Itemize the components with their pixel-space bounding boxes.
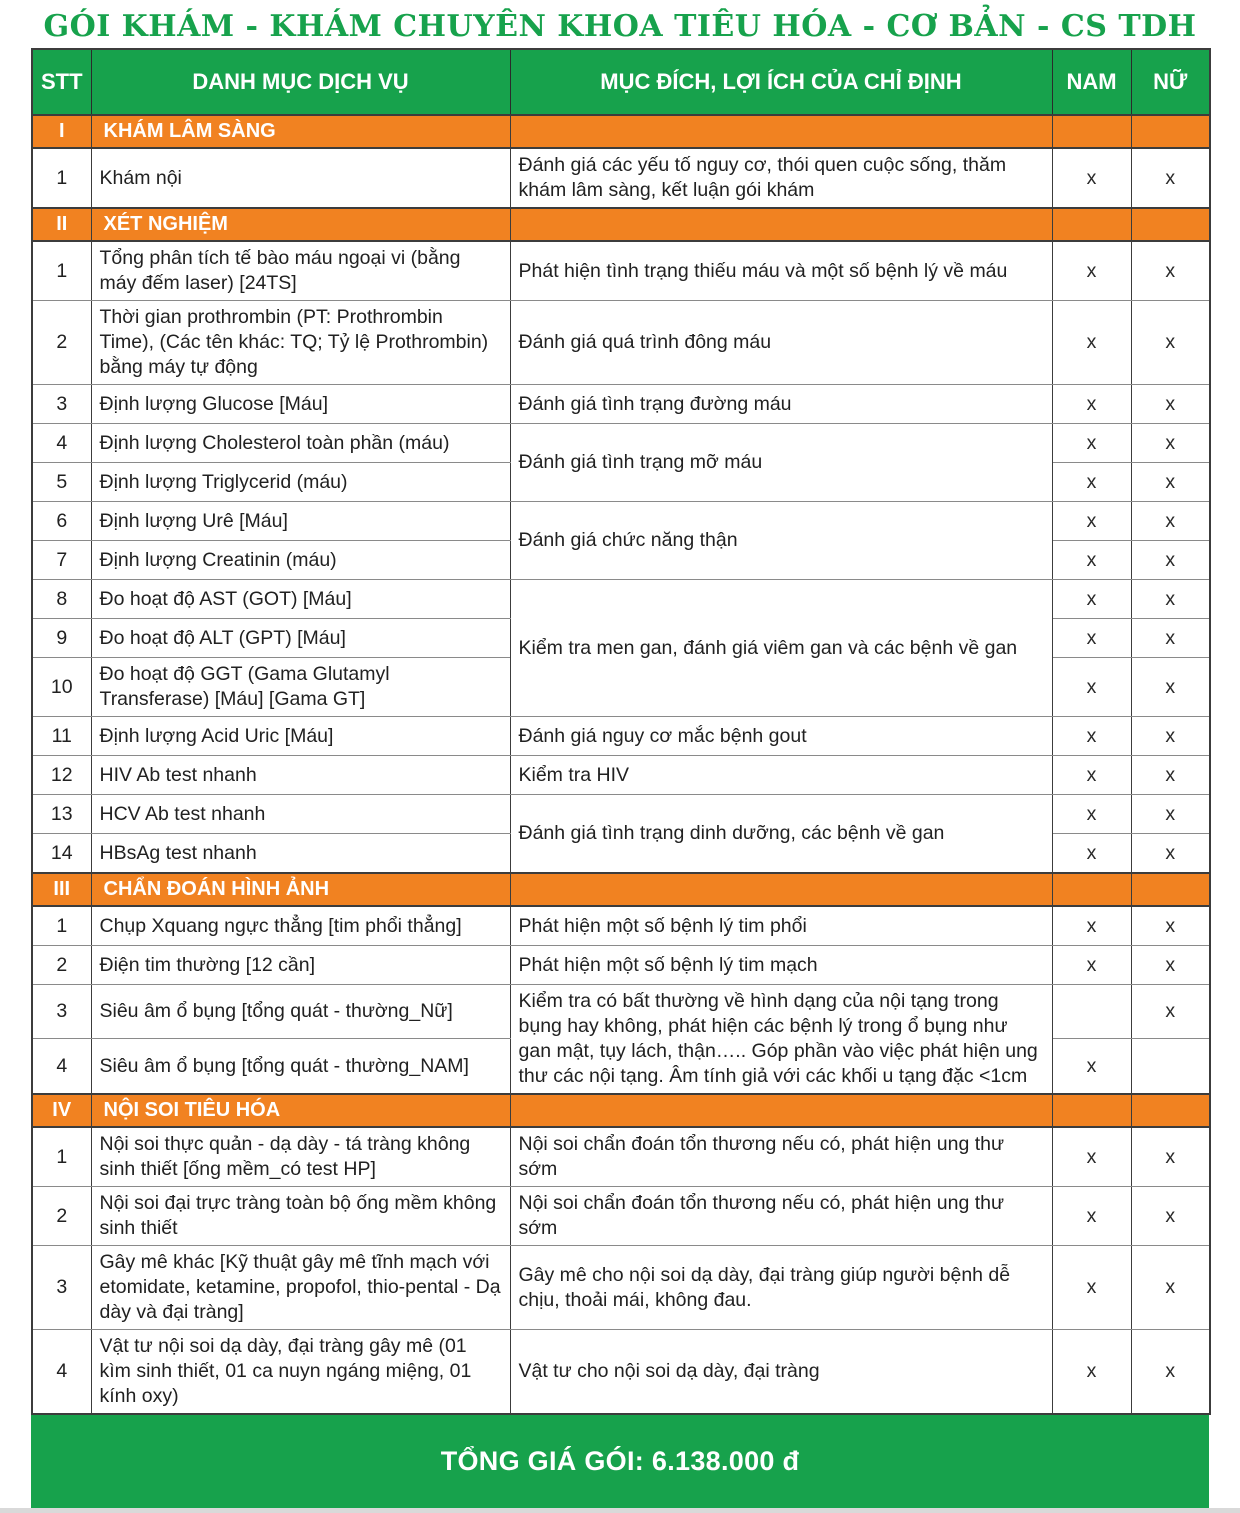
male-mark-cell: x	[1052, 241, 1131, 301]
female-mark-cell: x	[1131, 906, 1210, 946]
female-mark-cell: x	[1131, 795, 1210, 834]
section-numeral: III	[32, 873, 91, 906]
service-cell: Siêu âm ổ bụng [tổng quát - thường_Nữ]	[91, 985, 510, 1039]
service-cell: Định lượng Acid Uric [Máu]	[91, 717, 510, 756]
stt-cell: 4	[32, 1039, 91, 1094]
package-table	[31, 48, 1211, 1415]
service-cell: Định lượng Cholesterol toàn phần (máu)	[91, 424, 510, 463]
service-cell: HIV Ab test nhanh	[91, 756, 510, 795]
section-row	[32, 873, 1210, 906]
table-row	[32, 1330, 1210, 1415]
service-cell: HCV Ab test nhanh	[91, 795, 510, 834]
section-row	[32, 1094, 1210, 1127]
service-cell: Chụp Xquang ngực thẳng [tim phổi thẳng]	[91, 906, 510, 946]
service-cell: HBsAg test nhanh	[91, 834, 510, 874]
male-mark-cell: x	[1052, 301, 1131, 385]
female-mark-cell: x	[1131, 834, 1210, 874]
male-mark-cell: x	[1052, 756, 1131, 795]
service-cell: Siêu âm ổ bụng [tổng quát - thường_NAM]	[91, 1039, 510, 1094]
male-mark-cell: x	[1052, 1187, 1131, 1246]
section-numeral: II	[32, 208, 91, 241]
female-mark-cell: x	[1131, 1187, 1210, 1246]
table-row	[32, 946, 1210, 985]
male-mark-cell: x	[1052, 1039, 1131, 1094]
table-row	[32, 906, 1210, 946]
male-mark-cell: x	[1052, 1330, 1131, 1415]
purpose-cell: Vật tư cho nội soi dạ dày, đại tràng	[510, 1330, 1052, 1415]
male-mark-cell: x	[1052, 385, 1131, 424]
purpose-cell: Kiểm tra men gan, đánh giá viêm gan và các bệnh về gan	[510, 580, 1052, 717]
purpose-cell: Đánh giá chức năng thận	[510, 502, 1052, 580]
stt-cell: 2	[32, 301, 91, 385]
section-purpose-spacer	[510, 115, 1052, 148]
purpose-cell: Đánh giá nguy cơ mắc bệnh gout	[510, 717, 1052, 756]
female-mark-cell	[1131, 1039, 1210, 1094]
purpose-cell: Phát hiện một số bệnh lý tim phổi	[510, 906, 1052, 946]
section-female-spacer	[1131, 1094, 1210, 1127]
purpose-cell: Đánh giá tình trạng dinh dưỡng, các bệnh về gan	[510, 795, 1052, 874]
male-mark-cell: x	[1052, 424, 1131, 463]
section-purpose-spacer	[510, 1094, 1052, 1127]
stt-cell: 6	[32, 502, 91, 541]
table-row	[32, 985, 1210, 1039]
purpose-cell: Đánh giá tình trạng mỡ máu	[510, 424, 1052, 502]
section-name: CHẨN ĐOÁN HÌNH ẢNH	[91, 873, 510, 906]
male-mark-cell	[1052, 985, 1131, 1039]
header-nam: NAM	[1052, 49, 1131, 115]
section-name: XÉT NGHIỆM	[91, 208, 510, 241]
female-mark-cell: x	[1131, 502, 1210, 541]
stt-cell: 1	[32, 1127, 91, 1187]
service-cell: Thời gian prothrombin (PT: Prothrombin Time), (Các tên khác: TQ; Tỷ lệ Prothrombin) bằng máy tự động	[91, 301, 510, 385]
female-mark-cell: x	[1131, 1330, 1210, 1415]
stt-cell: 1	[32, 148, 91, 208]
stt-cell: 5	[32, 463, 91, 502]
purpose-cell: Kiểm tra HIV	[510, 756, 1052, 795]
table-row	[32, 580, 1210, 619]
page-bottom-strip	[0, 1508, 1240, 1513]
package-table-body	[32, 115, 1210, 1414]
table-header-row	[32, 49, 1210, 115]
table-row	[32, 301, 1210, 385]
section-male-spacer	[1052, 208, 1131, 241]
female-mark-cell: x	[1131, 658, 1210, 717]
female-mark-cell: x	[1131, 463, 1210, 502]
male-mark-cell: x	[1052, 658, 1131, 717]
service-cell: Đo hoạt độ ALT (GPT) [Máu]	[91, 619, 510, 658]
section-row	[32, 115, 1210, 148]
male-mark-cell: x	[1052, 463, 1131, 502]
male-mark-cell: x	[1052, 541, 1131, 580]
section-male-spacer	[1052, 873, 1131, 906]
stt-cell: 3	[32, 385, 91, 424]
stt-cell: 4	[32, 424, 91, 463]
section-female-spacer	[1131, 208, 1210, 241]
male-mark-cell: x	[1052, 795, 1131, 834]
header-stt: STT	[32, 49, 91, 115]
purpose-cell: Nội soi chẩn đoán tổn thương nếu có, phát hiện ung thư sớm	[510, 1187, 1052, 1246]
section-male-spacer	[1052, 115, 1131, 148]
service-cell: Định lượng Creatinin (máu)	[91, 541, 510, 580]
purpose-cell: Kiểm tra có bất thường về hình dạng của nội tạng trong bụng hay không, phát hiện các bệnh lý trong ổ bụng như gan mật, tụy lách, thận….. Góp phần vào việc phát hiện ung thư các nội tạng. Âm tính giả với các khối u tạng đặc <1cm	[510, 985, 1052, 1095]
male-mark-cell: x	[1052, 1127, 1131, 1187]
female-mark-cell: x	[1131, 541, 1210, 580]
stt-cell: 14	[32, 834, 91, 874]
section-name: KHÁM LÂM SÀNG	[91, 115, 510, 148]
service-cell: Nội soi đại trực tràng toàn bộ ống mềm không sinh thiết	[91, 1187, 510, 1246]
male-mark-cell: x	[1052, 1246, 1131, 1330]
table-row	[32, 1127, 1210, 1187]
section-purpose-spacer	[510, 208, 1052, 241]
table-row	[32, 1246, 1210, 1330]
purpose-cell: Đánh giá các yếu tố nguy cơ, thói quen cuộc sống, thăm khám lâm sàng, kết luận gói khám	[510, 148, 1052, 208]
male-mark-cell: x	[1052, 717, 1131, 756]
total-footer	[31, 1415, 1209, 1508]
male-mark-cell: x	[1052, 580, 1131, 619]
female-mark-cell: x	[1131, 619, 1210, 658]
stt-cell: 1	[32, 241, 91, 301]
female-mark-cell: x	[1131, 301, 1210, 385]
table-row	[32, 424, 1210, 463]
female-mark-cell: x	[1131, 385, 1210, 424]
male-mark-cell: x	[1052, 619, 1131, 658]
table-row	[32, 241, 1210, 301]
female-mark-cell: x	[1131, 756, 1210, 795]
page-title: GÓI KHÁM - KHÁM CHUYÊN KHOA TIÊU HÓA - CƠ BẢN - CS TDH	[43, 9, 1197, 44]
male-mark-cell: x	[1052, 148, 1131, 208]
stt-cell: 9	[32, 619, 91, 658]
stt-cell: 2	[32, 1187, 91, 1246]
header-service: DANH MỤC DỊCH VỤ	[91, 49, 510, 115]
service-cell: Định lượng Triglycerid (máu)	[91, 463, 510, 502]
stt-cell: 1	[32, 906, 91, 946]
female-mark-cell: x	[1131, 1127, 1210, 1187]
total-label: TỔNG GIÁ GÓI: 6.138.000 đ	[440, 1446, 800, 1476]
male-mark-cell: x	[1052, 946, 1131, 985]
section-female-spacer	[1131, 873, 1210, 906]
purpose-cell: Phát hiện tình trạng thiếu máu và một số bệnh lý về máu	[510, 241, 1052, 301]
female-mark-cell: x	[1131, 717, 1210, 756]
stt-cell: 4	[32, 1330, 91, 1415]
purpose-cell: Phát hiện một số bệnh lý tim mạch	[510, 946, 1052, 985]
service-cell: Điện tim thường [12 cần]	[91, 946, 510, 985]
purpose-cell: Đánh giá quá trình đông máu	[510, 301, 1052, 385]
section-female-spacer	[1131, 115, 1210, 148]
female-mark-cell: x	[1131, 1246, 1210, 1330]
service-cell: Đo hoạt độ GGT (Gama Glutamyl Transferase) [Máu] [Gama GT]	[91, 658, 510, 717]
section-row	[32, 208, 1210, 241]
service-cell: Tổng phân tích tế bào máu ngoại vi (bằng máy đếm laser) [24TS]	[91, 241, 510, 301]
table-row	[32, 148, 1210, 208]
stt-cell: 13	[32, 795, 91, 834]
table-row	[32, 795, 1210, 834]
header-purpose: MỤC ĐÍCH, LỢI ÍCH CỦA CHỈ ĐỊNH	[510, 49, 1052, 115]
service-cell: Đo hoạt độ AST (GOT) [Máu]	[91, 580, 510, 619]
male-mark-cell: x	[1052, 834, 1131, 874]
header-nu: NỮ	[1131, 49, 1210, 115]
stt-cell: 8	[32, 580, 91, 619]
section-numeral: IV	[32, 1094, 91, 1127]
female-mark-cell: x	[1131, 946, 1210, 985]
stt-cell: 12	[32, 756, 91, 795]
purpose-cell: Gây mê cho nội soi dạ dày, đại tràng giúp người bệnh dễ chịu, thoải mái, không đau.	[510, 1246, 1052, 1330]
table-row	[32, 385, 1210, 424]
purpose-cell: Đánh giá tình trạng đường máu	[510, 385, 1052, 424]
section-purpose-spacer	[510, 873, 1052, 906]
male-mark-cell: x	[1052, 906, 1131, 946]
service-cell: Nội soi thực quản - dạ dày - tá tràng không sinh thiết [ống mềm_có test HP]	[91, 1127, 510, 1187]
table-row	[32, 1187, 1210, 1246]
female-mark-cell: x	[1131, 241, 1210, 301]
table-row	[32, 502, 1210, 541]
stt-cell: 2	[32, 946, 91, 985]
stt-cell: 3	[32, 1246, 91, 1330]
service-cell: Gây mê khác [Kỹ thuật gây mê tĩnh mạch với etomidate, ketamine, propofol, thio-pental - Dạ dày và đại tràng]	[91, 1246, 510, 1330]
section-male-spacer	[1052, 1094, 1131, 1127]
female-mark-cell: x	[1131, 580, 1210, 619]
stt-cell: 3	[32, 985, 91, 1039]
stt-cell: 11	[32, 717, 91, 756]
service-cell: Định lượng Glucose [Máu]	[91, 385, 510, 424]
table-row	[32, 756, 1210, 795]
stt-cell: 10	[32, 658, 91, 717]
section-name: NỘI SOI TIÊU HÓA	[91, 1094, 510, 1127]
male-mark-cell: x	[1052, 502, 1131, 541]
table-row	[32, 717, 1210, 756]
stt-cell: 7	[32, 541, 91, 580]
service-cell: Vật tư nội soi dạ dày, đại tràng gây mê (01 kìm sinh thiết, 01 ca nuyn ngáng miệng, 01 kính oxy)	[91, 1330, 510, 1415]
service-cell: Định lượng Urê [Máu]	[91, 502, 510, 541]
female-mark-cell: x	[1131, 424, 1210, 463]
purpose-cell: Nội soi chẩn đoán tổn thương nếu có, phát hiện ung thư sớm	[510, 1127, 1052, 1187]
section-numeral: I	[32, 115, 91, 148]
service-cell: Khám nội	[91, 148, 510, 208]
female-mark-cell: x	[1131, 148, 1210, 208]
female-mark-cell: x	[1131, 985, 1210, 1039]
